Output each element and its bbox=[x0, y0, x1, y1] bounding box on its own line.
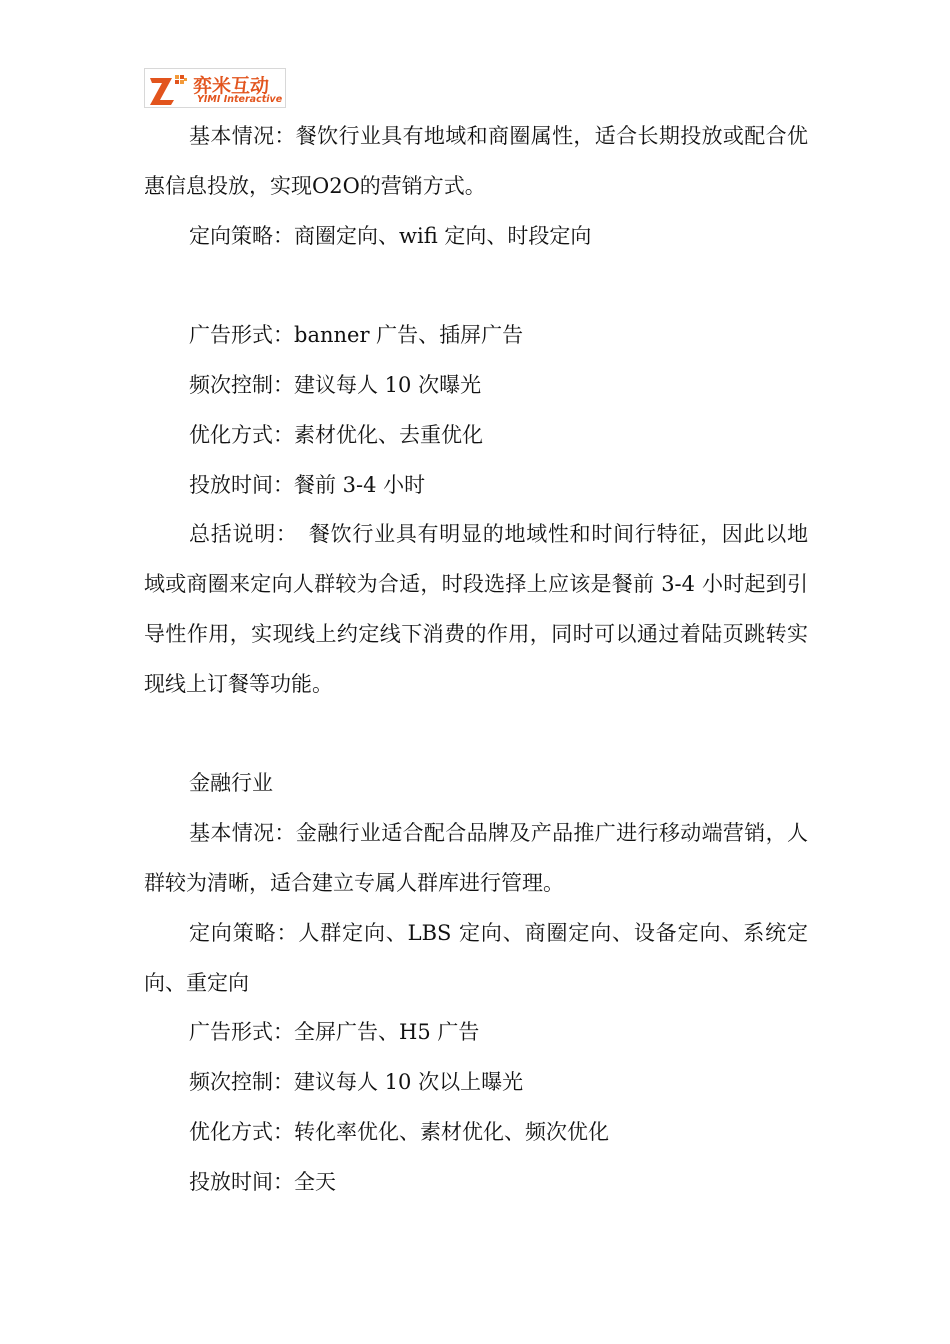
company-logo bbox=[144, 68, 286, 108]
catering-basic: 基本情况：餐饮行业具有地域和商圈属性，适合长期投放或配合优惠信息投放，实现O2O的营销方式。 bbox=[144, 124, 808, 198]
spacer bbox=[144, 261, 808, 311]
catering-optimization: 优化方式：素材优化、去重优化 bbox=[189, 422, 483, 447]
catering-timing: 投放时间：餐前 3-4 小时 bbox=[189, 472, 426, 497]
document-body bbox=[144, 112, 808, 1208]
logo-brand-en: YIMI Interactive bbox=[197, 94, 283, 105]
logo-brand-cn: 弈米互动 bbox=[193, 75, 270, 97]
finance-heading: 金融行业 bbox=[189, 771, 273, 796]
catering-summary: 总括说明： 餐饮行业具有明显的地域性和时间行特征，因此以地域或商圈来定向人群较为合适，时段选择上应该是餐前 3-4 小时起到引导性作用，实现线上约定线下消费的作用，同时可以通过着陆页跳转实现线上订餐等功能。 bbox=[144, 522, 808, 696]
finance-frequency: 频次控制：建议每人 10 次以上曝光 bbox=[189, 1070, 524, 1095]
catering-ad-format: 广告形式：banner 广告、插屏广告 bbox=[189, 323, 524, 348]
logo-z-icon bbox=[148, 72, 188, 106]
finance-optimization: 优化方式：转化率优化、素材优化、频次优化 bbox=[189, 1119, 609, 1144]
spacer bbox=[144, 710, 808, 760]
finance-basic: 基本情况：金融行业适合配合品牌及产品推广进行移动端营销，人群较为清晰，适合建立专属人群库进行管理。 bbox=[144, 821, 808, 895]
finance-timing: 投放时间：全天 bbox=[189, 1169, 336, 1194]
finance-ad-format: 广告形式：全屏广告、H5 广告 bbox=[189, 1020, 480, 1045]
finance-targeting: 定向策略：人群定向、LBS 定向、商圈定向、设备定向、系统定向、重定向 bbox=[144, 920, 808, 995]
catering-targeting: 定向策略：商圈定向、wifi 定向、时段定向 bbox=[189, 223, 592, 248]
catering-frequency: 频次控制：建议每人 10 次曝光 bbox=[189, 372, 482, 397]
